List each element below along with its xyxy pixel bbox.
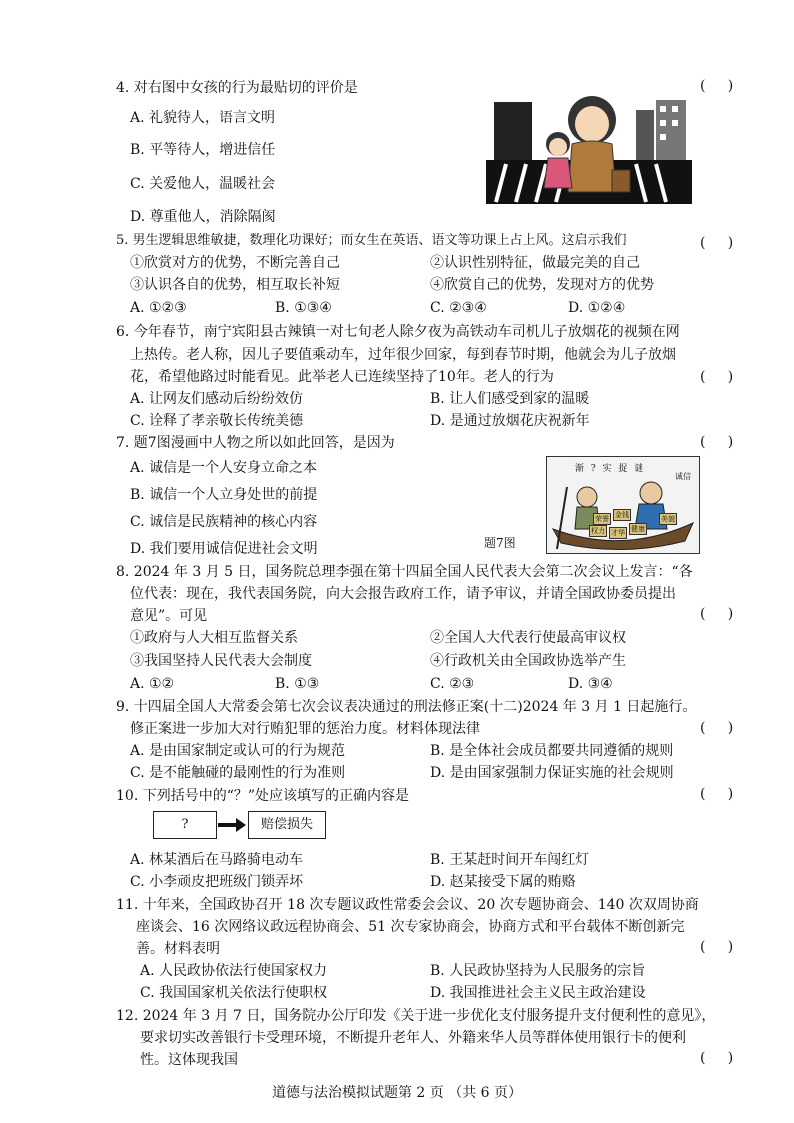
- q7-option-b[interactable]: B. 诚信一个人立身处世的前提: [130, 487, 318, 503]
- q10-answer-paren[interactable]: ( ): [700, 786, 734, 802]
- q9-option-a[interactable]: A. 是由国家制定或认可的行为规范: [130, 743, 346, 759]
- q7-cartoon: [546, 456, 700, 554]
- q6-stem-line-1: 6. 今年春节，南宁宾阳县古辣镇一对七旬老人除夕夜为高铁动车司机儿子放烟花的视频在网: [116, 324, 680, 340]
- q11-option-a[interactable]: A. 人民政协依法行使国家权力: [140, 963, 328, 979]
- q4-illustration: [486, 92, 692, 204]
- q7-bag-4: 才华: [611, 529, 625, 537]
- q11-stem-line-1: 11. 十年来，全国政协召开 18 次专题议政性常委会会议、20 次专题协商会、140 次双周协商: [116, 897, 699, 913]
- q9-stem-line-1: 9. 十四届全国人大常委会第七次会议表决通过的刑法修正案(十二)2024 年 3 月 1 日起施行。: [116, 699, 697, 715]
- q10-option-a[interactable]: A. 林某酒后在马路骑电动车: [130, 852, 304, 868]
- q10-option-d[interactable]: D. 赵某接受下属的贿赂: [430, 874, 576, 890]
- arrow-right-icon: [218, 823, 238, 827]
- q5-option-d[interactable]: D. ①②④: [568, 300, 626, 316]
- q9-answer-paren[interactable]: ( ): [700, 720, 734, 736]
- q7-stem: 7. 题7图漫画中人物之所以如此回答，是因为: [116, 435, 395, 451]
- q5-item-3: ③认识各自的优势，相互取长补短: [130, 277, 340, 293]
- q8-option-a[interactable]: A. ①②: [130, 676, 175, 692]
- arrow-head-icon: [236, 818, 246, 832]
- q4-answer-paren[interactable]: ( ): [700, 78, 734, 94]
- q5-stem: 5. 男生逻辑思维敏捷，数理化功课好；而女生在英语、语文等功课上占上风。这启示我们: [116, 233, 627, 248]
- q6-answer-paren[interactable]: ( ): [700, 369, 734, 385]
- q10-result-box: 赔偿损失: [248, 811, 326, 839]
- q6-option-a[interactable]: A. 让网友们感动后纷纷效仿: [130, 391, 304, 407]
- q9-option-c[interactable]: C. 是不能触碰的最刚性的行为准则: [130, 765, 346, 781]
- q6-option-c[interactable]: C. 诠释了孝亲敬长传统美德: [130, 413, 304, 429]
- q11-answer-paren[interactable]: ( ): [700, 939, 734, 955]
- q7-option-c[interactable]: C. 诚信是民族精神的核心内容: [130, 514, 318, 530]
- q8-option-b[interactable]: B. ①③: [275, 676, 320, 692]
- q8-option-c[interactable]: C. ②③: [430, 676, 475, 692]
- q5-item-1: ①欣赏对方的优势，不断完善自己: [130, 255, 340, 271]
- q8-item-1: ①政府与人大相互监督关系: [130, 630, 298, 646]
- q9-stem-line-2: 修正案进一步加大对行贿犯罪的惩治力度。材料体现法律: [130, 721, 480, 737]
- q5-item-4: ④欣赏自己的优势，发现对方的优势: [430, 277, 654, 293]
- q5-answer-paren[interactable]: ( ): [700, 235, 734, 251]
- q9-option-b[interactable]: B. 是全体社会成员都要共同遵循的规则: [430, 743, 674, 759]
- q11-stem-line-2: 座谈会、16 次网络议政远程协商会、51 次专家协商会，协商方式和平台载体不断创新完: [136, 919, 685, 935]
- q5-item-2: ②认识性别特征，做最完美的自己: [430, 255, 640, 271]
- q4-option-c[interactable]: C. 关爱他人，温暖社会: [130, 176, 276, 192]
- q4-stem: 4. 对右图中女孩的行为最贴切的评价是: [116, 80, 358, 96]
- q11-option-c[interactable]: C. 我国国家机关依法行使职权: [140, 985, 328, 1001]
- q12-stem-line-1: 12. 2024 年 3 月 7 日，国务院办公厅印发《关于进一步优化支付服务提升支付便利性的意见》，: [116, 1008, 716, 1024]
- q12-stem-line-3: 性。这体现我国: [140, 1052, 238, 1068]
- q7-cartoon-title: 渐 ? 实 捉 谜: [575, 464, 646, 474]
- q5-option-a[interactable]: A. ①②③: [130, 300, 187, 316]
- q8-stem-line-3: 意见”。可见: [130, 608, 208, 624]
- q10-stem: 10. 下列括号中的“？”处应该填写的正确内容是: [116, 788, 410, 804]
- q11-option-b[interactable]: B. 人民政协坚持为人民服务的宗旨: [430, 963, 646, 979]
- q5-option-b[interactable]: B. ①③④: [275, 300, 332, 316]
- q6-option-d[interactable]: D. 是通过放烟花庆祝新年: [430, 413, 590, 429]
- q11-option-d[interactable]: D. 我国推进社会主义民主政治建设: [430, 985, 646, 1001]
- q10-unknown-box[interactable]: ?: [153, 811, 217, 839]
- q7-figure-label: 题7图: [484, 536, 516, 550]
- q8-item-2: ②全国人大代表行使最高审议权: [430, 630, 626, 646]
- q8-stem-line-1: 8. 2024 年 3 月 5 日，国务院总理李强在第十四届全国人民代表大会第二次会议上发言：“各: [116, 564, 693, 580]
- q12-stem-line-2: 要求切实改善银行卡受理环境，不断提升老年人、外籍来华人员等群体使用银行卡的便利: [140, 1030, 686, 1046]
- q7-bag-6: 美貌: [661, 515, 675, 523]
- q7-bag-2: 金钱: [615, 511, 629, 519]
- q7-bag-5: 健康: [631, 525, 645, 533]
- q8-stem-line-2: 位代表：现在，我代表国务院，向大会报告政府工作，请予审议，并请全国政协委员提出: [130, 586, 676, 602]
- page-footer: 道德与法治模拟试题第 2 页 （共 6 页）: [271, 1085, 523, 1101]
- q8-option-d[interactable]: D. ③④: [568, 676, 613, 692]
- q9-option-d[interactable]: D. 是由国家强制力保证实施的社会规则: [430, 765, 674, 781]
- q7-option-d[interactable]: D. 我们要用诚信促进社会文明: [130, 541, 318, 557]
- q7-bag-1: 荣誉: [595, 515, 609, 523]
- q4-option-b[interactable]: B. 平等待人，增进信任: [130, 142, 276, 158]
- q6-stem-line-3: 花，希望他路过时能看见。此举老人已连续坚持了10年。老人的行为: [130, 369, 554, 385]
- q12-answer-paren[interactable]: ( ): [700, 1050, 734, 1066]
- q4-option-a[interactable]: A. 礼貌待人，语言文明: [130, 110, 276, 126]
- q11-stem-line-3: 善。材料表明: [136, 941, 220, 957]
- q8-item-4: ④行政机关由全国政协选举产生: [430, 653, 626, 669]
- q10-option-c[interactable]: C. 小李顽皮把班级门锁弄坏: [130, 874, 304, 890]
- q8-item-3: ③我国坚持人民代表大会制度: [130, 653, 312, 669]
- q7-cartoon-word: 诚信: [675, 472, 691, 481]
- q7-answer-paren[interactable]: ( ): [700, 434, 734, 450]
- q4-option-d[interactable]: D. 尊重他人，消除隔阂: [130, 209, 276, 225]
- q10-option-b[interactable]: B. 王某赶时间开车闯红灯: [430, 852, 590, 868]
- q6-stem-line-2: 上热传。老人称，因儿子要值乘动车，过年很少回家，每到春节时期，他就会为儿子放烟: [130, 347, 676, 363]
- q5-option-c[interactable]: C. ②③④: [430, 300, 487, 316]
- q7-option-a[interactable]: A. 诚信是一个人安身立命之本: [130, 460, 318, 476]
- q6-option-b[interactable]: B. 让人们感受到家的温暖: [430, 391, 590, 407]
- q7-bag-3: 权力: [591, 527, 605, 535]
- q8-answer-paren[interactable]: ( ): [700, 606, 734, 622]
